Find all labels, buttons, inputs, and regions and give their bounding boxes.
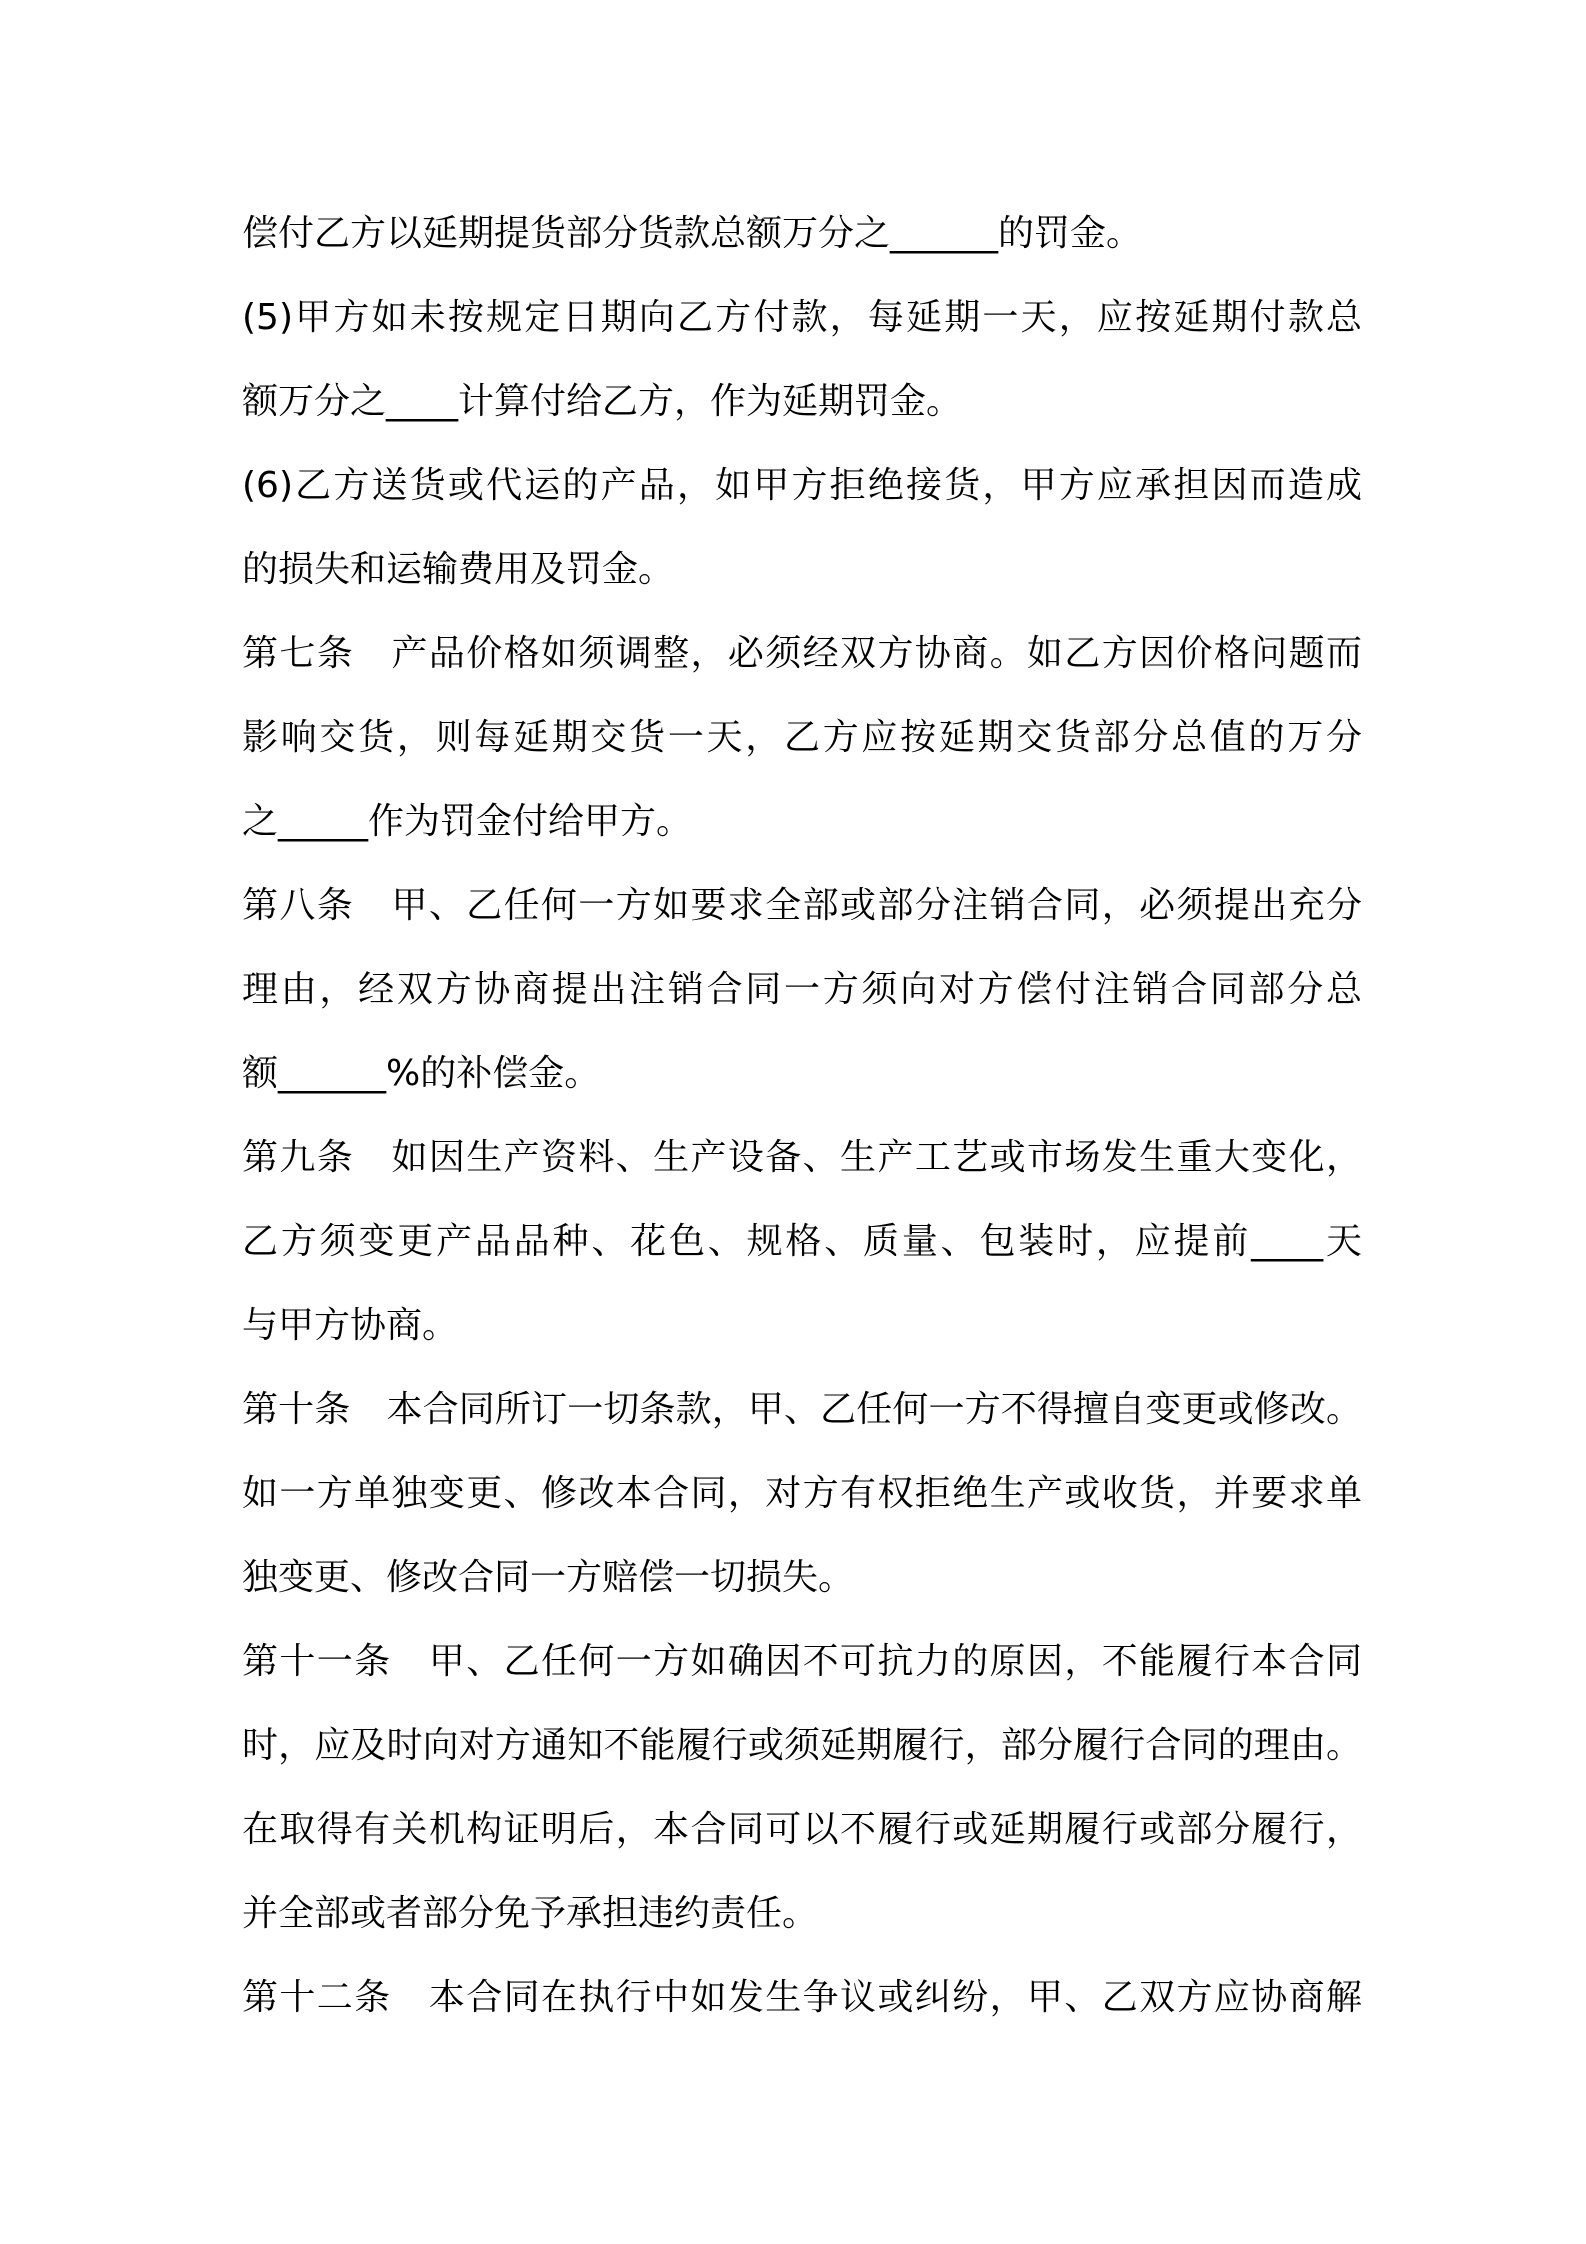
text-line: 并全部或者部分免予承担违约责任。 [242,1893,819,1934]
text-line: 与甲方协商。 [242,1305,459,1346]
text-line: 如一方单独变更、修改本合同，对方有权拒绝生产或收货，并要求单 [242,1473,1362,1514]
text-line: 之_____作为罚金付给甲方。 [242,801,693,842]
text-line: (6)乙方送货或代运的产品，如甲方拒绝接货，甲方应承担因而造成 [242,465,1362,506]
article-11-line: 第十一条 甲、乙任何一方如确因不可抗力的原因，不能履行本合同 [242,1641,1362,1682]
article-7-line: 第七条 产品价格如须调整，必须经双方协商。如乙方因价格问题而 [242,633,1362,674]
contract-text [242,192,1362,2040]
text-line: 影响交货，则每延期交货一天，乙方应按延期交货部分总值的万分 [242,717,1362,758]
article-10-line: 第十条 本合同所订一切条款，甲、乙任何一方不得擅自变更或修改。 [242,1389,1362,1430]
text-line: 的损失和运输费用及罚金。 [242,549,675,590]
text-line: 独变更、修改合同一方赔偿一切损失。 [242,1557,855,1598]
text-line: 在取得有关机构证明后，本合同可以不履行或延期履行或部分履行， [242,1809,1362,1850]
text-line: 乙方须变更产品品种、花色、规格、质量、包装时，应提前____天 [242,1221,1362,1262]
article-9-line: 第九条 如因生产资料、生产设备、生产工艺或市场发生重大变化， [242,1137,1362,1178]
text-line: (5)甲方如未按规定日期向乙方付款，每延期一天，应按延期付款总 [242,297,1362,338]
article-8-line: 第八条 甲、乙任何一方如要求全部或部分注销合同，必须提出充分 [242,885,1362,926]
article-12-line: 第十二条 本合同在执行中如发生争议或纠纷，甲、乙双方应协商解 [242,1977,1362,2018]
text-line: 偿付乙方以延期提货部分货款总额万分之______的罚金。 [242,213,1143,254]
text-line: 时，应及时向对方通知不能履行或须延期履行，部分履行合同的理由。 [242,1725,1362,1766]
text-line: 额万分之____计算付给乙方，作为延期罚金。 [242,381,963,422]
text-line: 理由，经双方协商提出注销合同一方须向对方偿付注销合同部分总 [242,969,1362,1010]
text-line: 额______%的补偿金。 [242,1053,601,1094]
